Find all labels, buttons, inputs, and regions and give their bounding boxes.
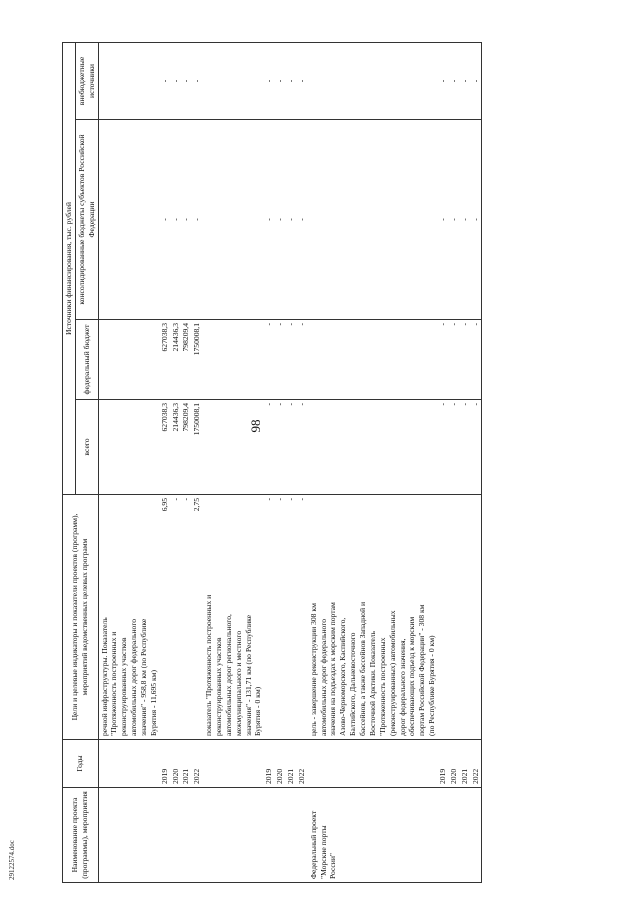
regional-cell: - xyxy=(160,120,171,320)
regional-cell: - xyxy=(460,120,471,320)
year-cell: 2021 xyxy=(286,740,297,788)
empty-cell xyxy=(308,320,438,400)
indicator-cell: - xyxy=(297,495,308,740)
regional-cell: - xyxy=(181,120,192,320)
empty-cell xyxy=(308,400,438,495)
empty-cell xyxy=(98,320,160,400)
name-cell-empty xyxy=(264,788,275,883)
indicator-cell xyxy=(471,495,482,740)
name-cell-empty xyxy=(438,788,449,883)
name-cell-empty xyxy=(449,788,460,883)
total-cell: 1750008,1 xyxy=(192,400,203,495)
year-cell-empty xyxy=(98,740,160,788)
indicator-cell: - xyxy=(181,495,192,740)
federal-cell: - xyxy=(275,320,286,400)
table-row xyxy=(286,43,297,883)
total-cell: - xyxy=(449,400,460,495)
table-row xyxy=(449,43,460,883)
total-cell: 214436,3 xyxy=(171,400,182,495)
indicator-cell: - xyxy=(264,495,275,740)
total-cell: - xyxy=(460,400,471,495)
header-federal: федеральный бюджет xyxy=(75,320,98,400)
federal-cell: - xyxy=(471,320,482,400)
table-row xyxy=(471,43,482,883)
total-cell: - xyxy=(297,400,308,495)
table-row xyxy=(171,43,182,883)
table-row xyxy=(460,43,471,883)
indicator-cell: - xyxy=(171,495,182,740)
header-funding-group: Источники финансирования, тыс. рублей xyxy=(63,43,76,495)
total-cell: - xyxy=(438,400,449,495)
table-header xyxy=(63,43,99,883)
year-cell: 2022 xyxy=(471,740,482,788)
federal-cell: - xyxy=(297,320,308,400)
extrabudget-cell: - xyxy=(275,43,286,120)
extrabudget-cell: - xyxy=(181,43,192,120)
table-row xyxy=(297,43,308,883)
federal-cell: 1750008,1 xyxy=(192,320,203,400)
total-cell: - xyxy=(264,400,275,495)
regional-cell: - xyxy=(449,120,460,320)
year-cell: 2020 xyxy=(449,740,460,788)
extrabudget-cell: - xyxy=(171,43,182,120)
name-cell-empty xyxy=(192,788,203,883)
indicator-cell: 2,75 xyxy=(192,495,203,740)
project-name-cell xyxy=(98,788,160,883)
project-name-cell xyxy=(203,788,264,883)
empty-cell xyxy=(98,120,160,320)
header-extrabudget: внебюджетные источники xyxy=(75,43,98,120)
indicator-cell xyxy=(449,495,460,740)
header-total: всего xyxy=(75,400,98,495)
name-cell-empty xyxy=(181,788,192,883)
year-cell: 2021 xyxy=(460,740,471,788)
total-cell: - xyxy=(275,400,286,495)
header-name: Наименование проекта (программы), мероприятия xyxy=(63,788,99,883)
extrabudget-cell: - xyxy=(160,43,171,120)
empty-cell xyxy=(203,400,264,495)
table-row xyxy=(438,43,449,883)
regional-cell: - xyxy=(192,120,203,320)
rotated-table-container xyxy=(62,43,480,883)
indicator-cell: - xyxy=(286,495,297,740)
funding-table xyxy=(62,42,482,883)
year-cell: 2019 xyxy=(438,740,449,788)
year-cell: 2020 xyxy=(171,740,182,788)
regional-cell: - xyxy=(286,120,297,320)
table-row xyxy=(275,43,286,883)
table-row xyxy=(264,43,275,883)
federal-cell: 627038,3 xyxy=(160,320,171,400)
extrabudget-cell: - xyxy=(264,43,275,120)
year-cell: 2021 xyxy=(181,740,192,788)
year-cell: 2019 xyxy=(264,740,275,788)
goal-description-cell: цель - завершение реконструкции 308 км автомобильных дорог федерального значения на подъездах к морским портам Азово-Черноморского, Каспийского, Балтийского, Дальневосточного бассейнов, а также бассейнов Западной и Восточной Арктики. Показатель "Протяженность построенных (реконструированных) автомобильных дорог федерального значения, обеспечивающих подъезд к морским портам Российской Федерации" - 308 км (по Республике Бурятия - 0 км) xyxy=(308,495,438,740)
extrabudget-cell: - xyxy=(192,43,203,120)
empty-cell xyxy=(98,43,160,120)
year-cell-empty xyxy=(203,740,264,788)
regional-cell: - xyxy=(438,120,449,320)
empty-cell xyxy=(203,320,264,400)
description-row xyxy=(308,43,438,883)
document-id: 29122574.doc xyxy=(8,840,16,880)
page-number: 98 xyxy=(248,419,263,433)
name-cell-empty xyxy=(275,788,286,883)
regional-cell: - xyxy=(264,120,275,320)
extrabudget-cell: - xyxy=(297,43,308,120)
extrabudget-cell: - xyxy=(438,43,449,120)
empty-cell xyxy=(308,43,438,120)
federal-cell: - xyxy=(286,320,297,400)
indicator-cell: - xyxy=(275,495,286,740)
description-row xyxy=(98,43,160,883)
indicator-cell: 6,95 xyxy=(160,495,171,740)
name-cell-empty xyxy=(171,788,182,883)
description-row xyxy=(203,43,264,883)
name-cell-empty xyxy=(471,788,482,883)
empty-cell xyxy=(98,400,160,495)
project-name-cell: Федеральный проект "Морские порты России" xyxy=(308,788,438,883)
header-goals: Цели и целевые индикаторы и показатели проектов (программ), мероприятий ведомственных целевых программ xyxy=(63,495,99,740)
name-cell-empty xyxy=(286,788,297,883)
extrabudget-cell: - xyxy=(449,43,460,120)
table-row xyxy=(181,43,192,883)
regional-cell: - xyxy=(171,120,182,320)
table-row xyxy=(160,43,171,883)
year-cell-empty xyxy=(308,740,438,788)
table-row xyxy=(192,43,203,883)
federal-cell: - xyxy=(460,320,471,400)
extrabudget-cell: - xyxy=(460,43,471,120)
total-cell: - xyxy=(286,400,297,495)
header-years: Годы xyxy=(63,740,99,788)
year-cell: 2020 xyxy=(275,740,286,788)
total-cell: - xyxy=(471,400,482,495)
indicator-cell xyxy=(438,495,449,740)
federal-cell: 798209,4 xyxy=(181,320,192,400)
name-cell-empty xyxy=(460,788,471,883)
year-cell: 2022 xyxy=(192,740,203,788)
year-cell: 2022 xyxy=(297,740,308,788)
empty-cell xyxy=(203,120,264,320)
total-cell: 798209,4 xyxy=(181,400,192,495)
name-cell-empty xyxy=(297,788,308,883)
goal-description-cell: показатель "Протяженность построенных и реконструированных участков автомобильных дорог регионального, межмуниципального и местного значения" - 131,71 км (по Республике Бурятия - 0 км) xyxy=(203,495,264,740)
goal-description-cell: речной инфраструктуры. Показатель "Протяженность построенных и реконструированных участков автомобильных дорог федерального значения" - 958,8 км (по Республике Бурятия - 11,695 км) xyxy=(98,495,160,740)
extrabudget-cell: - xyxy=(286,43,297,120)
regional-cell: - xyxy=(471,120,482,320)
indicator-cell xyxy=(460,495,471,740)
table-body xyxy=(98,43,482,883)
federal-cell: - xyxy=(449,320,460,400)
year-cell: 2019 xyxy=(160,740,171,788)
header-regional: консолидированные бюджеты субъектов Российской Федерации xyxy=(75,120,98,320)
federal-cell: 214436,3 xyxy=(171,320,182,400)
empty-cell xyxy=(203,43,264,120)
total-cell: 627038,3 xyxy=(160,400,171,495)
federal-cell: - xyxy=(264,320,275,400)
regional-cell: - xyxy=(275,120,286,320)
regional-cell: - xyxy=(297,120,308,320)
name-cell-empty xyxy=(160,788,171,883)
extrabudget-cell: - xyxy=(471,43,482,120)
empty-cell xyxy=(308,120,438,320)
federal-cell: - xyxy=(438,320,449,400)
